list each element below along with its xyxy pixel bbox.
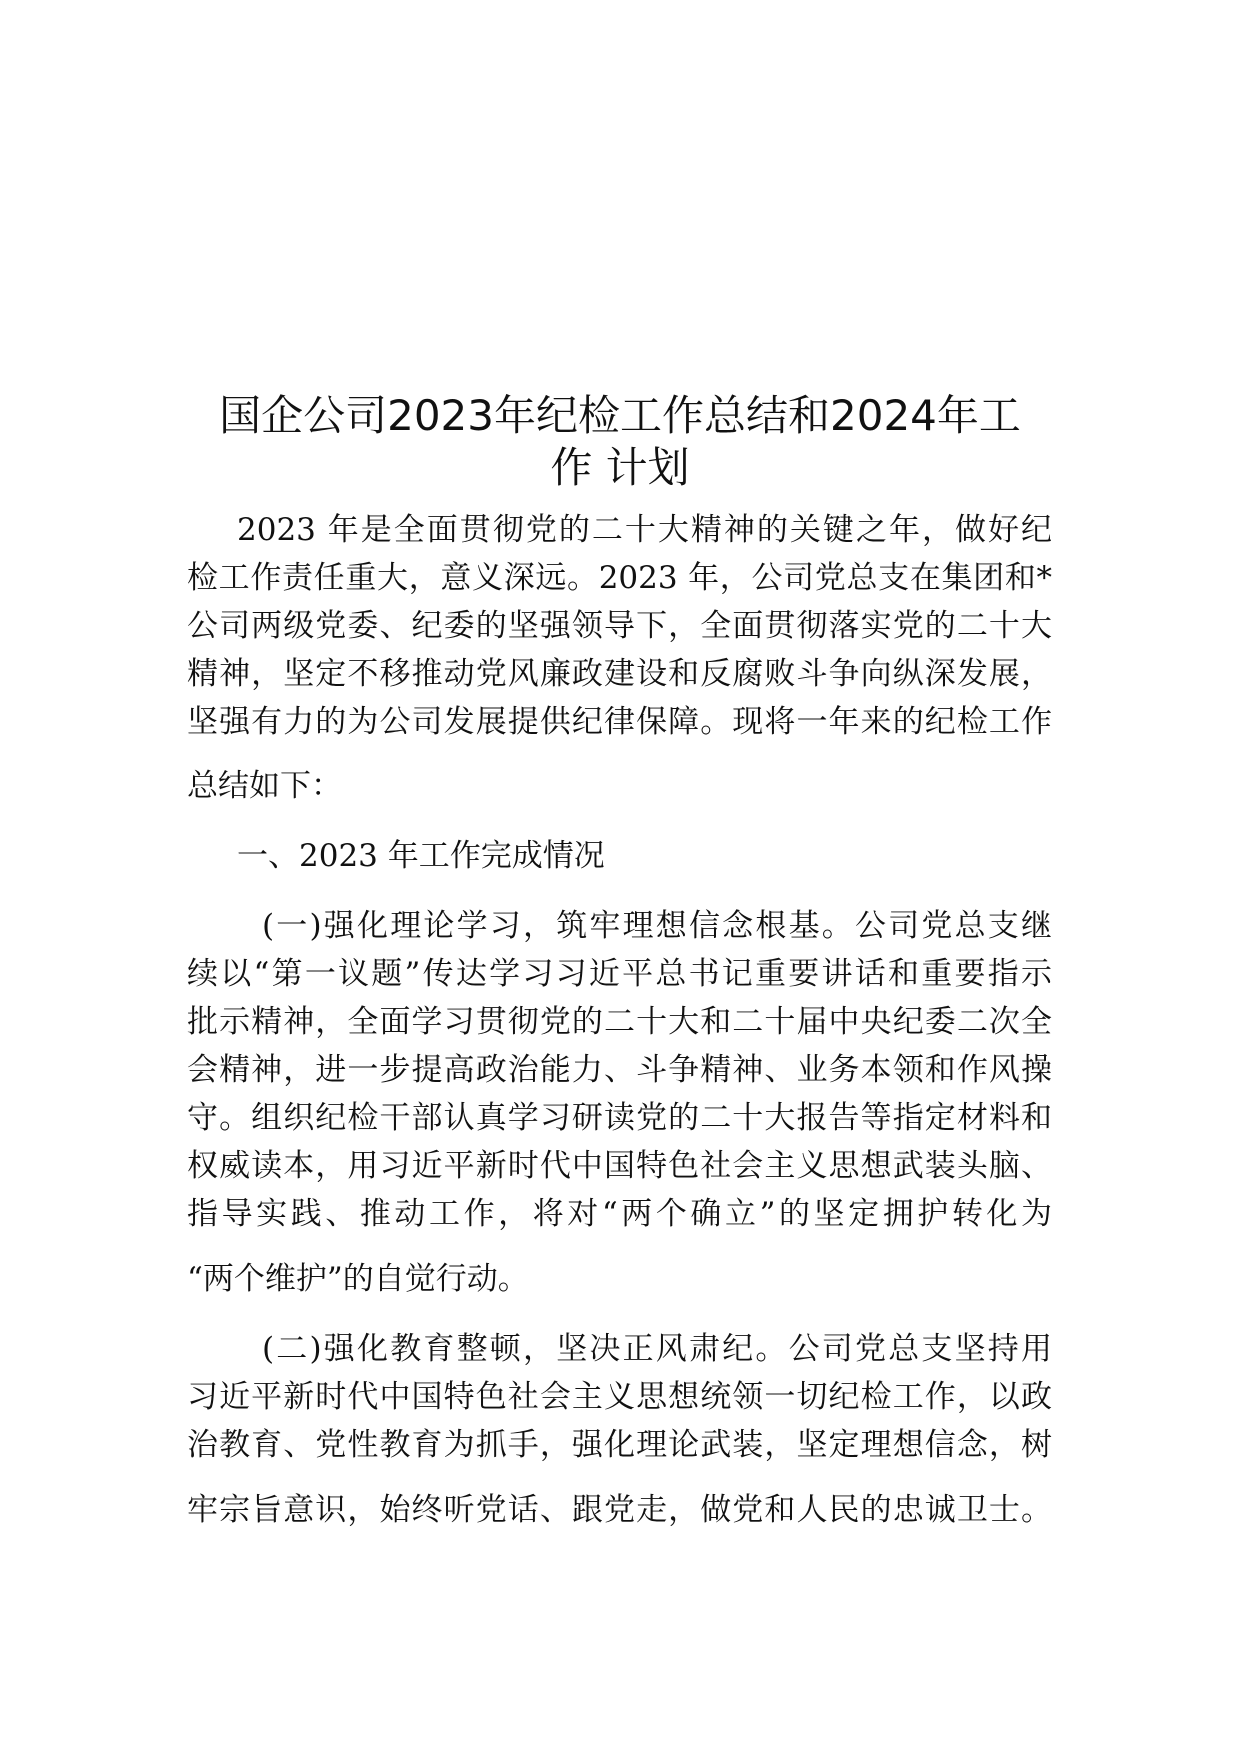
paragraph-line: 治教育、党性教育为抓手，强化理论武装，坚定理想信念，树 [187,1427,1052,1463]
section-heading: 一、2023 年工作完成情况 [237,838,605,874]
paragraph-line: 守。组织纪检干部认真学习研读党的二十大报告等指定材料和 [187,1100,1052,1136]
paragraph-line: 2023 年是全面贯彻党的二十大精神的关键之年，做好纪 [237,512,1052,548]
paragraph-line: 会精神，进一步提高政治能力、斗争精神、业务本领和作风操 [187,1052,1052,1088]
paragraph-line: 牢宗旨意识，始终听党话、跟党走，做党和人民的忠诚卫士。 [187,1492,1052,1528]
document-title-line-2: 作 计划 [550,443,690,492]
paragraph-line: (一)强化理论学习，筑牢理想信念根基。公司党总支继 [262,908,1052,944]
paragraph-line: 习近平新时代中国特色社会主义思想统领一切纪检工作，以政 [187,1379,1052,1415]
paragraph-line: 精神，坚定不移推动党风廉政建设和反腐败斗争向纵深发展， [187,656,1052,692]
paragraph-line: 总结如下： [187,768,342,804]
paragraph-line: 权威读本，用习近平新时代中国特色社会主义思想武装头脑、 [187,1148,1052,1184]
paragraph-line: (二)强化教育整顿，坚决正风肃纪。公司党总支坚持用 [262,1331,1052,1367]
paragraph-line: 指导实践、推动工作，将对“两个确立”的坚定拥护转化为 [187,1196,1052,1232]
document-title-line-1: 国企公司2023年纪检工作总结和2024年工 [219,391,1021,440]
paragraph-line: 公司两级党委、纪委的坚强领导下，全面贯彻落实党的二十大 [187,608,1052,644]
paragraph-line: 坚强有力的为公司发展提供纪律保障。现将一年来的纪检工作 [187,704,1052,740]
paragraph-line: 续以“第一议题”传达学习习近平总书记重要讲话和重要指示 [187,956,1052,992]
paragraph-line: 检工作责任重大，意义深远。2023 年，公司党总支在集团和* [187,560,1052,596]
paragraph-line: 批示精神，全面学习贯彻党的二十大和二十届中央纪委二次全 [187,1004,1052,1040]
paragraph-line: “两个维护”的自觉行动。 [187,1261,529,1297]
